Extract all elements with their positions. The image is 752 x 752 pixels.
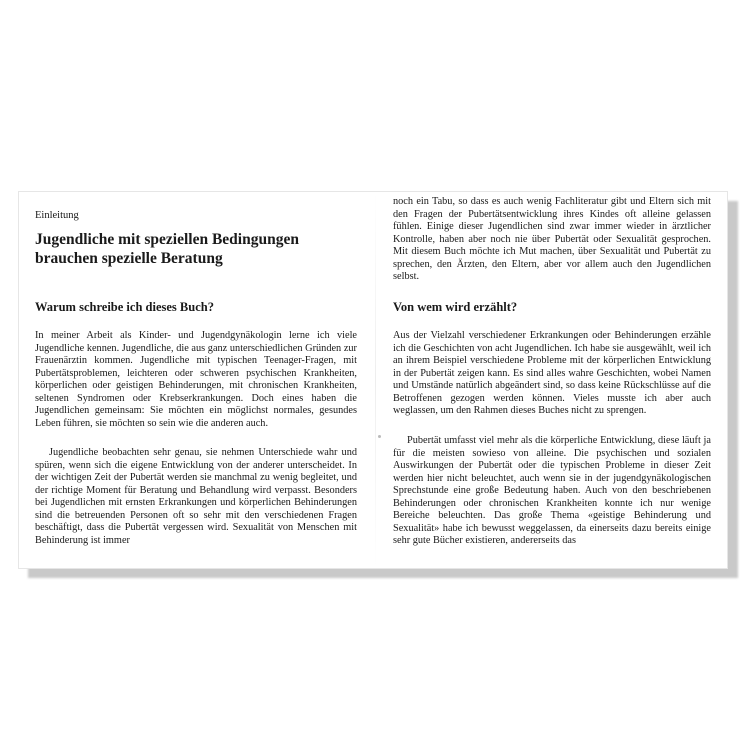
right-paragraph-1: Aus der Vielzahl verschiedener Erkrankungen oder Behinderungen erzähle ich die Geschichten von acht Jugendlichen. Ich habe sie ausgewählt, weil ich an ihrem Beispiel verschiedene Probleme mit der körperlichen Entwicklung in der Pubertät zeigen kann. Es sind alles wahre Geschichten, wobei Namen und Umstände natürlich abgeändert sind, so dass keine Rückschlüsse auf die Betroffenen gezogen werden können. Vieles musste ich aber auch weglassen, um den Rahmen dieses Buches nicht zu sprengen. [393,330,711,416]
left-paragraph-2: Jugendliche beobachten sehr genau, sie nehmen Unterschiede wahr und spüren, wenn sich die eigene Entwicklung von der anderer unterscheidet. In der wichtigen Zeit der Pubertät werden sie manchmal zu wenig begleitet, und der richtige Moment für Beratung und Behandlung wird verpasst. Besonders bei Jugendlichen mit ernsten Erkrankungen und körperlichen Behinderungen sind die betreuenden Personen oft so sehr mit den verschiedenen Fragen beschäftigt, dass die Pubertät vergessen wird. Sexualität von Menschen mit Behinderung ist immer [35,447,357,546]
right-paragraph-2: Pubertät umfasst viel mehr als die körperliche Entwicklung, diese läuft ja für die meisten sowieso von alleine. Die psychischen und sozialen Auswirkungen der Pubertät oder die typischen Probleme in dieser Zeit werden hier nicht beleuchtet, auch wenn sie in der jugendgynäkologischen Sprechstunde eine große Bedeutung haben. Auch von den beschriebenen Behinderungen oder chronischen Krankheiten konnte ich nur wenige Bereiche beleuchten. Das große Thema «geistige Behinderung und Sexualität» habe ich bewusst weggelassen, da einerseits dazu bereits einige sehr gute Bücher existieren, andererseits das [393,435,711,546]
section-heading-who: Von wem wird erzählt? [393,300,518,314]
right-paragraph-continued: noch ein Tabu, so dass es auch wenig Fachliteratur gibt und Eltern sich mit den Fragen der Pubertätsentwicklung ihres Kindes oft alleine gelassen fühlen. Einige dieser Jugendlichen sind zwar immer wieder in ärztlicher Kontrolle, haben aber noch nie über Pubertät oder Sexualität gesprochen. Mit diesem Buch möchte ich Mut machen, über Sexualität und Pubertät zu sprechen, den Ärzten, den Eltern, aber vor allem auch den Jugendlichen selbst. [393,196,711,282]
right-page [393,192,711,568]
left-paragraph-1: In meiner Arbeit als Kinder- und Jugendgynäkologin lerne ich viele Jugendliche kennen. Jugendliche, die aus ganz unterschiedlichen Gründen zur Frauenärztin kommen. Jugendliche mit typischen Teenager-Fragen, mit Pubertätsproblemen, leichteren oder schweren psychischen Krankheiten, körperlichen oder geistigen Behinderungen, mit chronischen Krankheiten, seltenen Syndromen oder Krebserkrankungen. Doch eines haben die Jugendlichen gemeinsam: Sie möchten ein möglichst normales, gesundes Leben führen, sie möchten so sein wie die anderen auch. [35,330,357,429]
chapter-title [35,230,357,268]
book-spread [18,191,728,569]
chapter-title-line-1: Jugendliche mit speziellen Bedingungen [35,231,299,248]
book-gutter [375,192,376,568]
gutter-mark [378,435,381,438]
section-label: Einleitung [35,210,79,221]
left-page [35,192,357,568]
chapter-title-line-2: brauchen spezielle Beratung [35,250,223,267]
section-heading-why: Warum schreibe ich dieses Buch? [35,300,214,314]
